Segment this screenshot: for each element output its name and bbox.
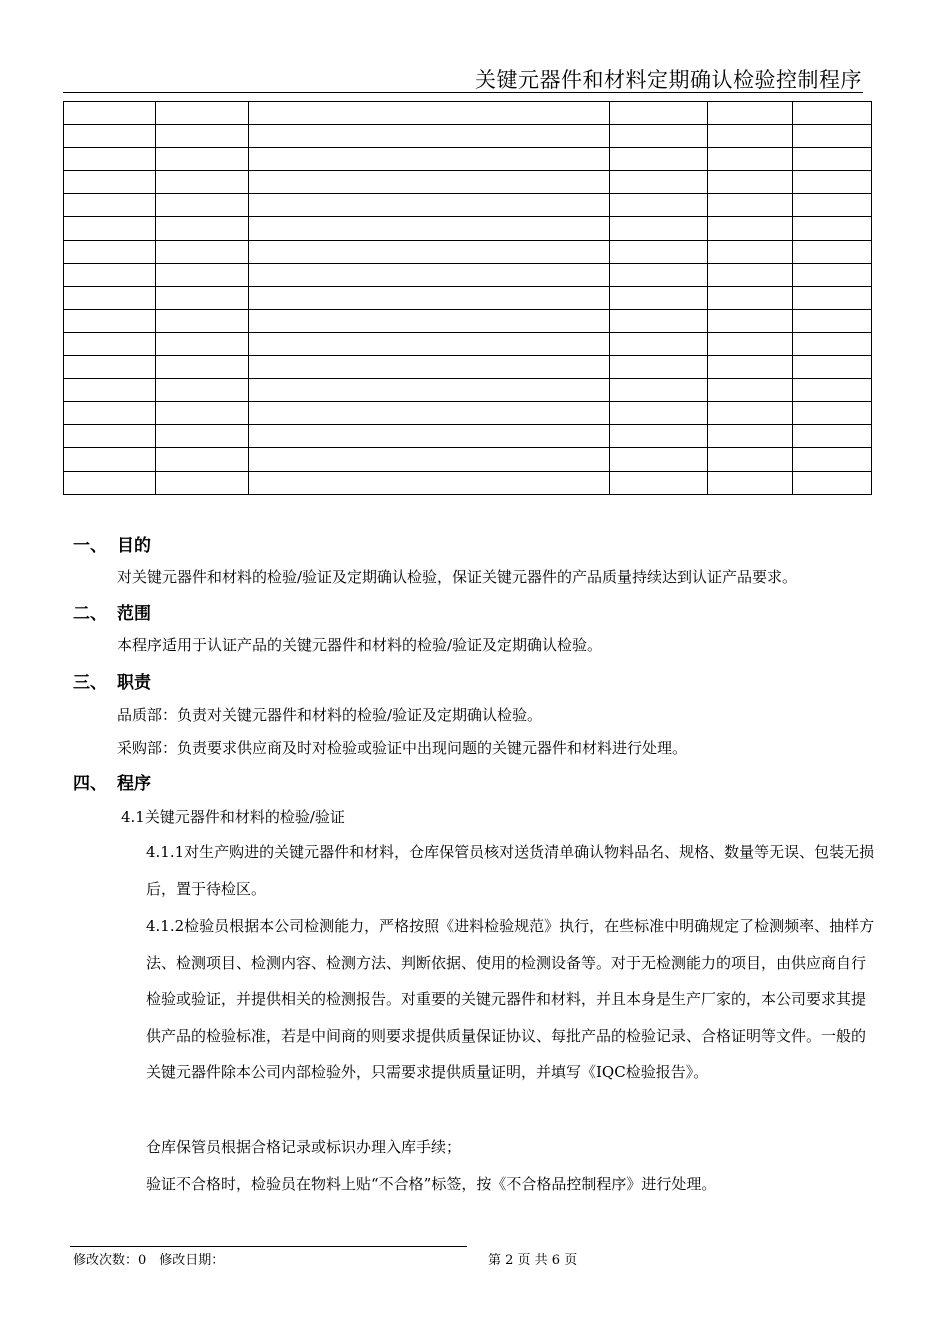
table-row	[64, 379, 872, 402]
table-row	[64, 286, 872, 309]
table-cell	[249, 471, 610, 494]
record-table	[63, 101, 872, 495]
table-cell	[64, 332, 156, 355]
table-cell	[249, 125, 610, 148]
table-cell	[708, 448, 793, 471]
table-cell	[793, 148, 872, 171]
paragraph: 对关键元器件和材料的检验/验证及定期确认检验，保证关键元器件的产品质量持续达到认证产品要求。	[117, 568, 798, 586]
paragraph: 品质部：负责对关键元器件和材料的检验/验证及定期确认检验。	[117, 706, 543, 724]
paragraph: 4.1.1对生产购进的关键元器件和材料，仓库保管员核对送货清单确认物料品名、规格、数量等无误、包装无损后，置于待检区。	[146, 843, 875, 898]
table-cell	[708, 379, 793, 402]
table-cell	[249, 102, 610, 125]
table-cell	[64, 102, 156, 125]
table-cell	[610, 240, 708, 263]
table-row	[64, 217, 872, 240]
section-heading-scope	[73, 599, 151, 624]
table-cell	[249, 217, 610, 240]
table-cell	[156, 194, 249, 217]
table-cell	[610, 402, 708, 425]
table-cell	[610, 148, 708, 171]
section-number: 二、	[73, 604, 107, 624]
table-cell	[793, 471, 872, 494]
table-cell	[708, 217, 793, 240]
table-row	[64, 240, 872, 263]
table-cell	[793, 171, 872, 194]
section-heading-purpose	[73, 531, 151, 556]
table-cell	[156, 125, 249, 148]
table-row	[64, 402, 872, 425]
table-row	[64, 425, 872, 448]
table-row	[64, 471, 872, 494]
table-cell	[156, 425, 249, 448]
table-cell	[249, 194, 610, 217]
table-cell	[708, 148, 793, 171]
table-row	[64, 125, 872, 148]
table-cell	[249, 148, 610, 171]
table-cell	[156, 379, 249, 402]
header-rule	[63, 92, 863, 93]
table-cell	[610, 448, 708, 471]
table-cell	[64, 286, 156, 309]
table-cell	[610, 102, 708, 125]
table-cell	[793, 379, 872, 402]
table-cell	[610, 425, 708, 448]
table-cell	[249, 263, 610, 286]
table-cell	[64, 240, 156, 263]
table-cell	[249, 171, 610, 194]
section-heading-procedure	[73, 769, 151, 794]
table-cell	[793, 448, 872, 471]
table-cell	[708, 309, 793, 332]
table-row	[64, 309, 872, 332]
table-cell	[64, 217, 156, 240]
table-cell	[708, 471, 793, 494]
table-row	[64, 448, 872, 471]
table-cell	[708, 194, 793, 217]
table-cell	[64, 194, 156, 217]
table-row	[64, 194, 872, 217]
table-cell	[708, 332, 793, 355]
table-cell	[156, 448, 249, 471]
section-title: 范围	[117, 604, 151, 624]
paragraph: 仓库保管员根据合格记录或标识办理入库手续；	[146, 1138, 462, 1156]
section-title: 职责	[117, 673, 151, 693]
table-cell	[156, 148, 249, 171]
table-cell	[610, 379, 708, 402]
table-cell	[64, 425, 156, 448]
table-cell	[156, 102, 249, 125]
table-cell	[793, 263, 872, 286]
header-title: 关键元器件和材料定期确认检验控制程序	[475, 68, 862, 92]
table-cell	[64, 263, 156, 286]
table-cell	[156, 171, 249, 194]
table-cell	[156, 332, 249, 355]
table-cell	[249, 356, 610, 379]
table-cell	[64, 471, 156, 494]
section-title: 目的	[117, 536, 151, 556]
table-cell	[610, 125, 708, 148]
table-cell	[793, 356, 872, 379]
sub-heading: 4.1关键元器件和材料的检验/验证	[121, 808, 345, 826]
section-number: 四、	[73, 774, 107, 794]
table-row	[64, 148, 872, 171]
table-cell	[708, 402, 793, 425]
table-cell	[708, 240, 793, 263]
table-cell	[249, 379, 610, 402]
table-cell	[610, 194, 708, 217]
table-cell	[64, 309, 156, 332]
table-cell	[156, 402, 249, 425]
footer-revision: 修改次数：0 修改日期：	[73, 1253, 225, 1268]
table-cell	[610, 356, 708, 379]
table-cell	[793, 125, 872, 148]
section-number: 一、	[73, 536, 107, 556]
table-cell	[156, 217, 249, 240]
paragraph: 采购部：负责要求供应商及时对检验或验证中出现问题的关键元器件和材料进行处理。	[117, 739, 688, 757]
table-row	[64, 102, 872, 125]
table-cell	[64, 379, 156, 402]
paragraph: 4.1.2检验员根据本公司检测能力，严格按照《进料检验规范》执行，在些标准中明确规定了检测频率、抽样方法、检测项目、检测内容、检测方法、判断依据、使用的检测设备等。对于无检测能力的项目，由供应商自行检验或验证，并提供相关的检测报告。对重要的关键元器件和材料，并且本身是生产厂家的，本公司要求其提供产品的检验标准，若是中间商的则要求提供质量保证协议、每批产品的检验记录、合格证明等文件。一般的关键元器件除本公司内部检验外，只需要求提供质量证明，并填写《IQC检验报告》。	[146, 917, 875, 1082]
table-cell	[64, 402, 156, 425]
table-row	[64, 356, 872, 379]
table-cell	[610, 217, 708, 240]
table-cell	[610, 171, 708, 194]
table-cell	[64, 171, 156, 194]
table-row	[64, 171, 872, 194]
table-cell	[708, 286, 793, 309]
table-cell	[708, 125, 793, 148]
table-cell	[793, 102, 872, 125]
table-cell	[64, 125, 156, 148]
table-cell	[156, 240, 249, 263]
table-cell	[156, 309, 249, 332]
table-row	[64, 263, 872, 286]
table-cell	[64, 148, 156, 171]
table-cell	[610, 263, 708, 286]
footer-page-number: 第 2 页 共 6 页	[488, 1253, 578, 1268]
footer-rule	[70, 1246, 467, 1247]
table-cell	[708, 263, 793, 286]
table-cell	[793, 194, 872, 217]
section-number: 三、	[73, 673, 107, 693]
table-cell	[610, 309, 708, 332]
table-cell	[156, 263, 249, 286]
table-cell	[156, 356, 249, 379]
table-cell	[249, 448, 610, 471]
table-cell	[249, 332, 610, 355]
paragraph: 验证不合格时，检验员在物料上贴“不合格”标签，按《不合格品控制程序》进行处理。	[146, 1175, 717, 1193]
table-cell	[793, 286, 872, 309]
table-cell	[249, 286, 610, 309]
table-cell	[793, 402, 872, 425]
section-heading-responsibility	[73, 668, 151, 693]
table-cell	[793, 309, 872, 332]
table-row	[64, 332, 872, 355]
table-cell	[249, 402, 610, 425]
table-cell	[64, 448, 156, 471]
table-cell	[156, 286, 249, 309]
table-cell	[64, 356, 156, 379]
table-cell	[708, 102, 793, 125]
table-cell	[249, 309, 610, 332]
table-cell	[708, 425, 793, 448]
table-cell	[708, 171, 793, 194]
table-cell	[793, 217, 872, 240]
table-cell	[793, 332, 872, 355]
paragraph: 本程序适用于认证产品的关键元器件和材料的检验/验证及定期确认检验。	[117, 636, 603, 654]
section-title: 程序	[117, 774, 151, 794]
table-cell	[249, 240, 610, 263]
table-cell	[610, 332, 708, 355]
table-cell	[708, 356, 793, 379]
table-cell	[610, 471, 708, 494]
table-cell	[793, 425, 872, 448]
table-cell	[249, 425, 610, 448]
table-cell	[156, 471, 249, 494]
table-cell	[610, 286, 708, 309]
table-cell	[793, 240, 872, 263]
